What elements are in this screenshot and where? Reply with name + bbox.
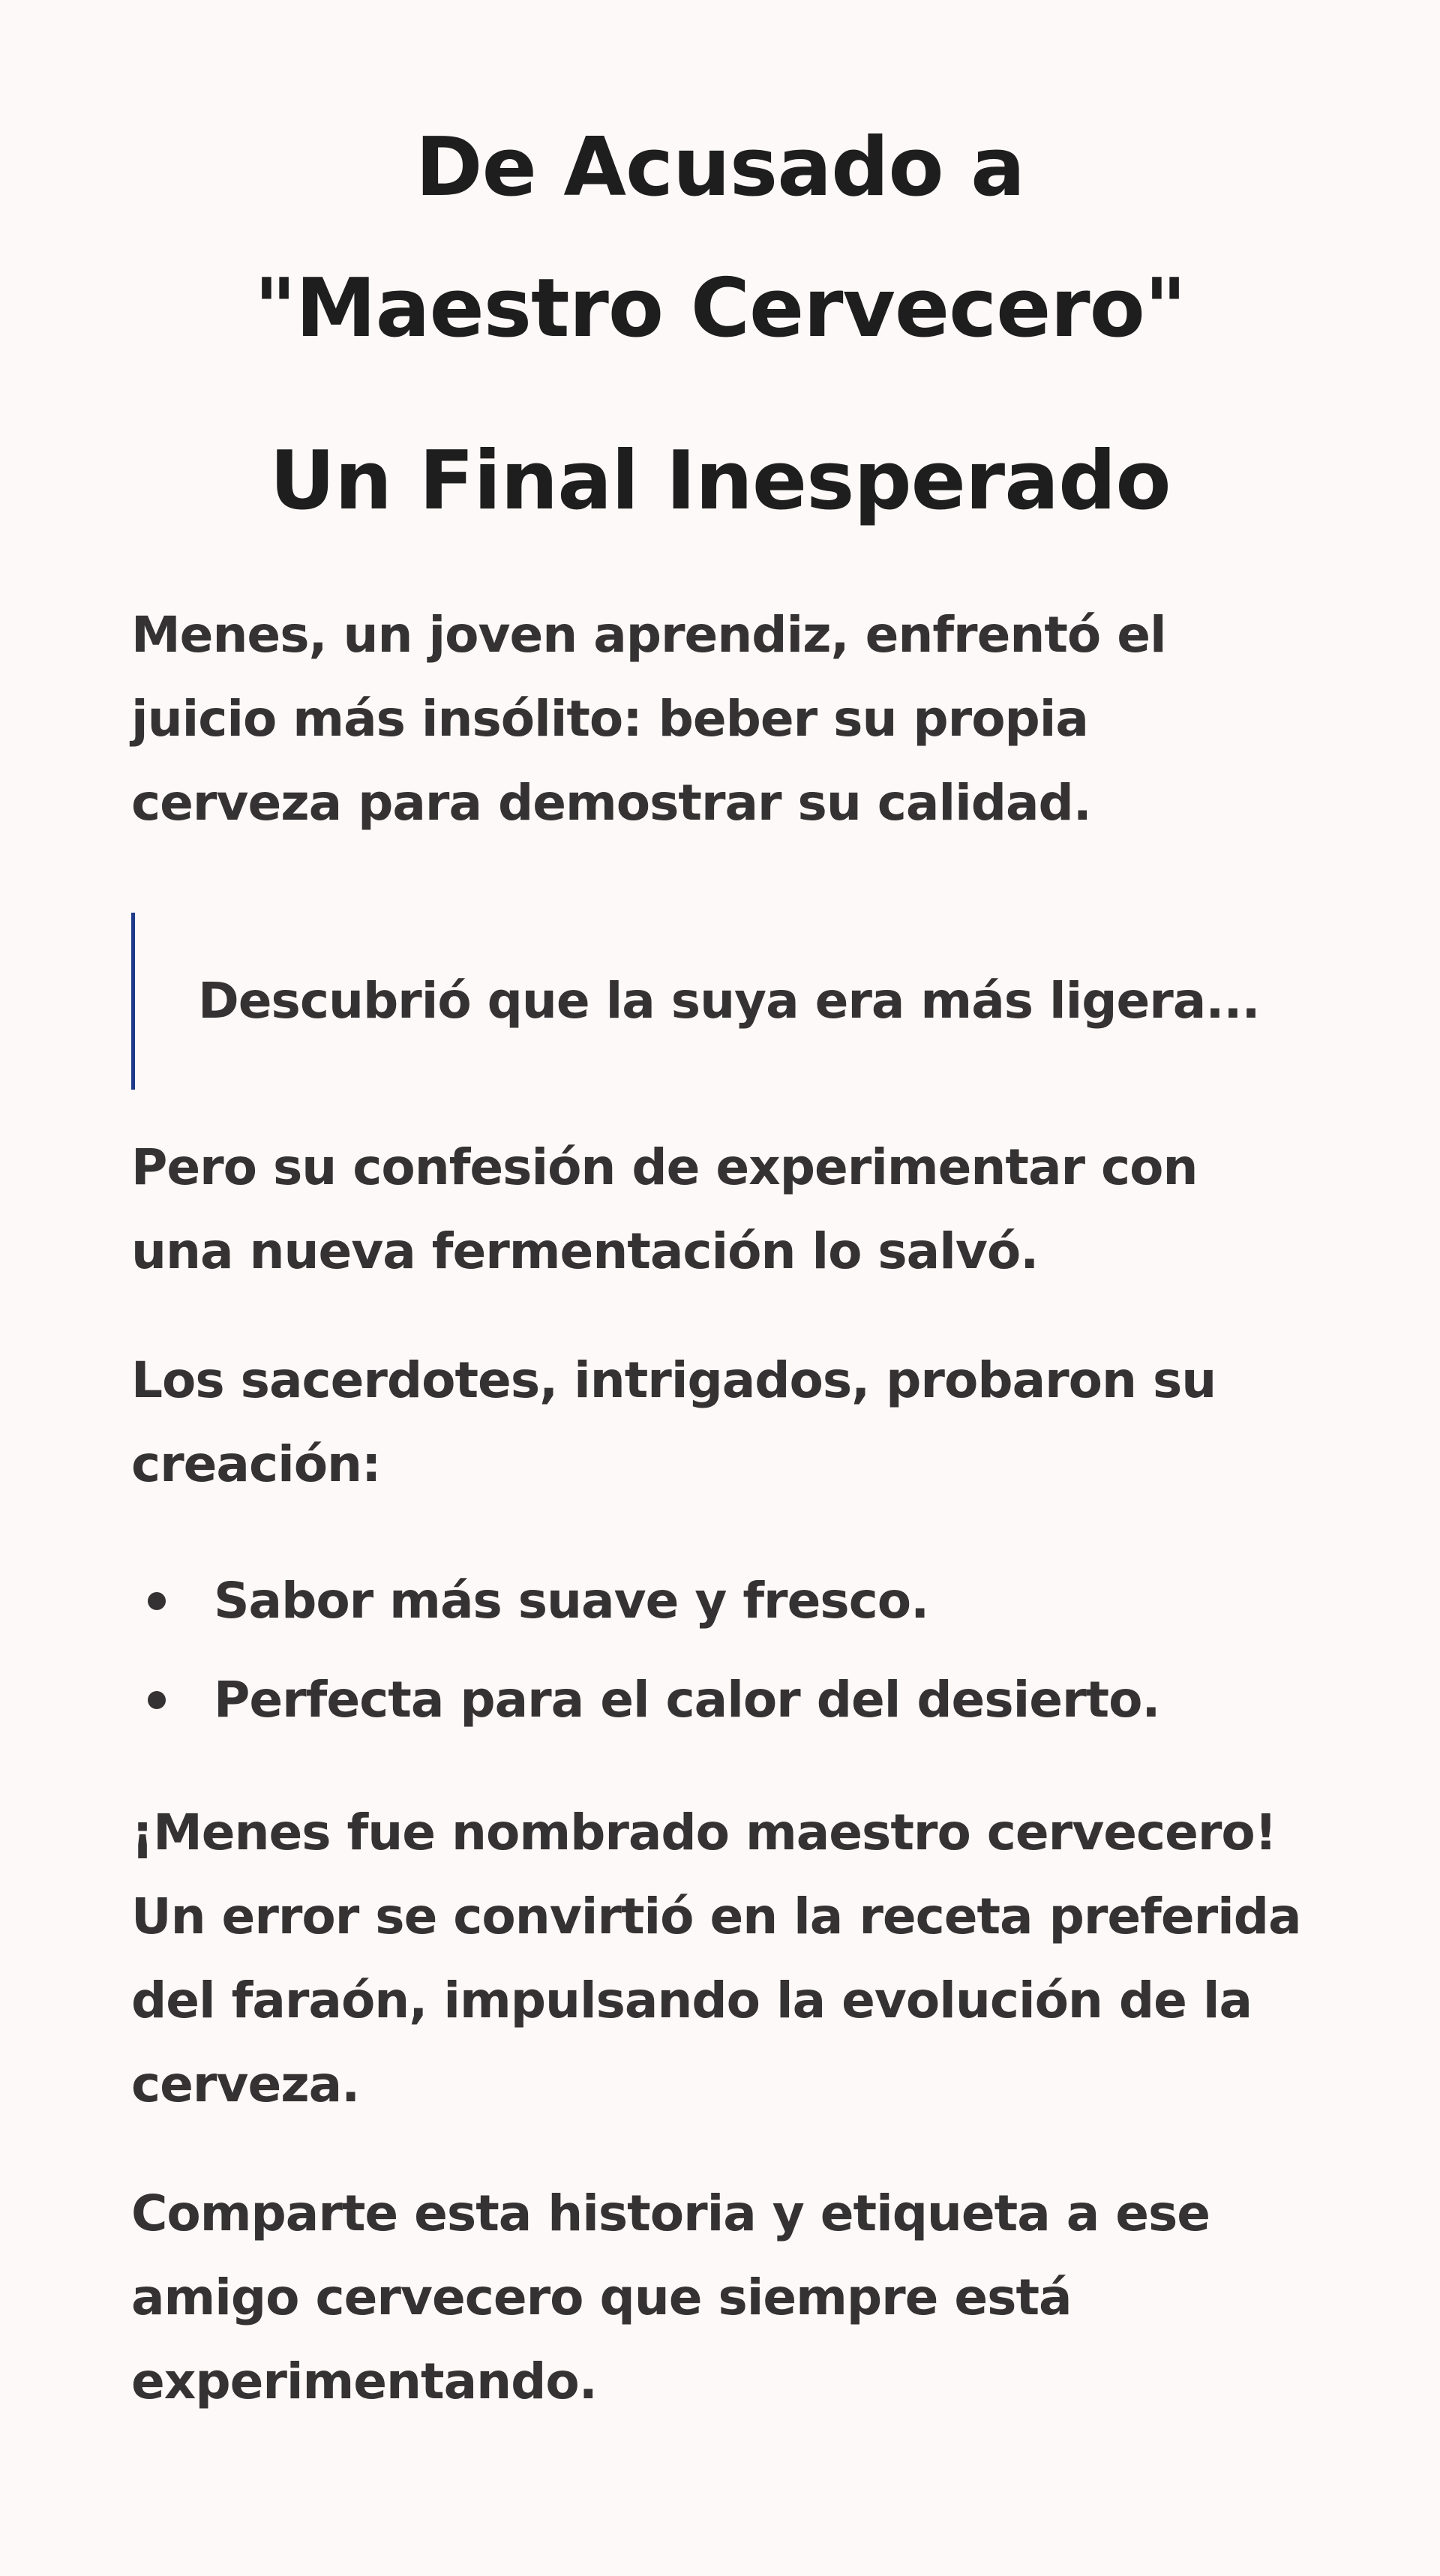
highlight-quote — [131, 913, 1309, 1090]
list-item — [131, 1651, 1309, 1750]
quote-text: Descubrió que la suya era más ligera... — [198, 972, 1260, 1030]
list-item-text: Sabor más suave y fresco. — [214, 1572, 929, 1630]
page-title — [131, 121, 1309, 528]
bullet-dot-icon — [148, 1691, 166, 1709]
confession-paragraph: Pero su confesión de experimentar con una nueva fermentación lo salvó. — [131, 1138, 1198, 1280]
list-item-text: Perfecta para el calor del desierto. — [214, 1671, 1160, 1729]
title-line-3: Un Final Inesperado — [269, 434, 1171, 528]
title-line-2: "Maestro Cervecero" — [254, 262, 1186, 355]
list-item — [131, 1552, 1309, 1651]
outcome-paragraph: ¡Menes fue nombrado maestro cervecero! Un error se convirtió en la receta preferida del faraón, impulsando la evolución de la cerveza. — [131, 1804, 1301, 2113]
bullet-dot-icon — [148, 1592, 166, 1610]
share-paragraph: Comparte esta historia y etiqueta a ese amigo cervecero que siempre está experimentando. — [131, 2185, 1210, 2410]
title-line-1: De Acusado a — [415, 121, 1025, 214]
priests-paragraph: Los sacerdotes, intrigados, probaron su creación: — [131, 1351, 1216, 1493]
flavor-points-list — [131, 1552, 1309, 1750]
intro-paragraph: Menes, un joven aprendiz, enfrentó el juicio más insólito: beber su propia cerveza para demostrar su calidad. — [131, 606, 1166, 832]
